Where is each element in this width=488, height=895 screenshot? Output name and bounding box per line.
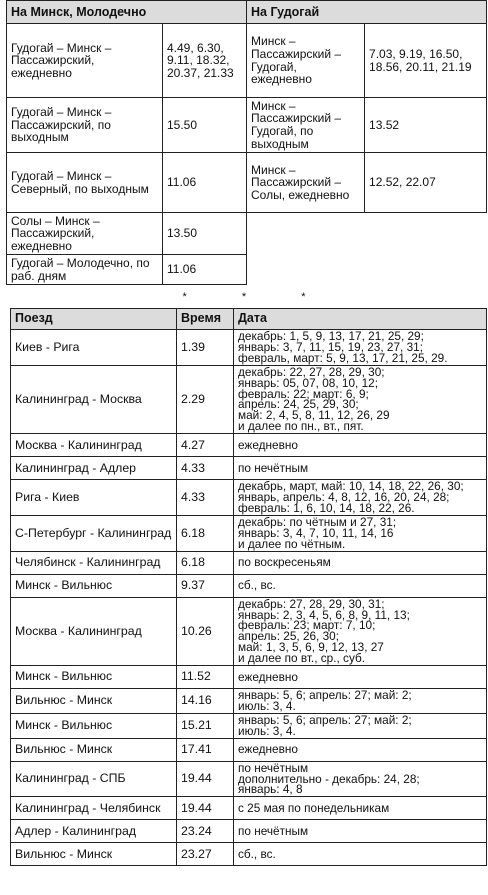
departure-time: 9.37: [177, 574, 234, 597]
section-separator: * * *: [182, 291, 332, 303]
train-name: Минск - Вильнюс: [11, 713, 177, 738]
service-dates: сб., вс.: [234, 574, 487, 597]
train-name: Минск – Пассажирский – Гудогай, ежедневно: [247, 24, 365, 98]
train-name: Калининград - Москва: [11, 365, 177, 433]
departure-time: 23.24: [177, 820, 234, 843]
train-name: Минск – Пассажирский – Солы, ежедневно: [247, 153, 365, 213]
service-dates: по воскресеньям: [234, 551, 487, 574]
train-name: Гудогай – Минск – Северный, по выходным: [7, 153, 163, 213]
train-name: Гудогай – Минск – Пассажирский, ежедневно: [7, 24, 163, 98]
table-row: [11, 597, 487, 665]
table-row: [11, 713, 487, 738]
departure-time: 19.44: [177, 797, 234, 820]
train-name: Калининград - Челябинск: [11, 797, 177, 820]
train-name: Калининград - Адлер: [11, 457, 177, 480]
table-row: [7, 24, 487, 98]
long-distance-header-row: [11, 309, 487, 330]
train-name: Вильнюс - Минск: [11, 689, 177, 714]
departure-times: 12.52, 22.07: [365, 153, 487, 213]
table-row: [11, 330, 487, 366]
service-dates: ежедневно: [234, 666, 487, 689]
departure-time: 23.27: [177, 843, 234, 866]
table-row: [7, 153, 487, 213]
table-row: [11, 666, 487, 689]
departure-time: 2.29: [177, 365, 234, 433]
departure-time: 15.21: [177, 713, 234, 738]
table-row: [11, 689, 487, 714]
service-dates: по нечётным дополнительно - декабрь: 24, 28; январь: 4, 8: [234, 761, 487, 797]
service-dates: по нечётным: [234, 457, 487, 480]
train-name: Минск - Вильнюс: [11, 574, 177, 597]
service-dates: ежедневно: [234, 434, 487, 457]
departure-time: 1.39: [177, 330, 234, 366]
train-name: Вильнюс - Минск: [11, 843, 177, 866]
table-row: [11, 515, 487, 551]
train-name: Солы – Минск – Пассажирский, ежедневно: [7, 213, 163, 255]
departure-times: 15.50: [163, 98, 247, 153]
departure-time: 19.44: [177, 761, 234, 797]
table-row: [11, 574, 487, 597]
table-row: [11, 434, 487, 457]
table-row: [11, 551, 487, 574]
suburban-header-row: [7, 1, 487, 24]
service-dates: декабрь: 22, 27, 28, 29, 30; январь: 05, 07, 08, 10, 12; февраль: 22; март: 6, 9; апрель: 24, 25, 29, 30; май: 2, 4, 5, 8, 11, 12, 26, 29 и далее по пн., вт., пят.: [234, 365, 487, 433]
departure-time: 4.33: [177, 457, 234, 480]
train-name: Киев - Рига: [11, 330, 177, 366]
service-dates: декабрь: 27, 28, 29, 30, 31; январь: 2, 3, 4, 5, 6, 8, 9, 11, 13; февраль: 23; март: 7, 10; апрель: 25, 26, 30; май: 1, 3, 5, 6, 9, 12, 13, 27 и далее по вт., ср., суб.: [234, 597, 487, 665]
service-dates: декабрь, март, май: 10, 14, 18, 22, 26, 30; январь, апрель: 4, 8, 12, 16, 20, 24, 28; февраль: 1, 6, 10, 14, 18, 22, 26.: [234, 480, 487, 516]
train-name: Вильнюс - Минск: [11, 738, 177, 761]
empty-cell: [247, 213, 487, 285]
header-to-minsk: На Минск, Молодечно: [7, 1, 247, 24]
train-name: Минск – Пассажирский – Гудогай, по выходным: [247, 98, 365, 153]
departure-time: 10.26: [177, 597, 234, 665]
departure-times: 13.50: [163, 213, 247, 255]
table-row: [7, 98, 487, 153]
departure-times: 11.06: [163, 255, 247, 285]
table-row: [11, 761, 487, 797]
departure-times: 11.06: [163, 153, 247, 213]
departure-time: 14.16: [177, 689, 234, 714]
train-name: Москва - Калининград: [11, 597, 177, 665]
header-time: Время: [177, 309, 234, 330]
train-name: Челябинск - Калининград: [11, 551, 177, 574]
service-dates: январь: 5, 6; апрель: 27; май: 2; июль: 3, 4.: [234, 713, 487, 738]
departure-times: 13.52: [365, 98, 487, 153]
service-dates: ежедневно: [234, 738, 487, 761]
table-row: [11, 843, 487, 866]
departure-time: 6.18: [177, 551, 234, 574]
train-name: Адлер - Калининград: [11, 820, 177, 843]
departure-time: 4.33: [177, 480, 234, 516]
table-row: [11, 480, 487, 516]
service-dates: сб., вс.: [234, 843, 487, 866]
departure-times: 7.03, 9.19, 16.50, 18.56, 20.11, 21.19: [365, 24, 487, 98]
table-row: [11, 365, 487, 433]
train-name: Минск - Вильнюс: [11, 666, 177, 689]
departure-time: 17.41: [177, 738, 234, 761]
header-date: Дата: [234, 309, 487, 330]
table-row: [11, 457, 487, 480]
table-row: [11, 738, 487, 761]
train-name: Гудогай – Молодечно, по раб. дням: [7, 255, 163, 285]
suburban-timetable: [6, 0, 487, 285]
service-dates: по нечётным: [234, 820, 487, 843]
train-name: Гудогай – Минск – Пассажирский, по выходным: [7, 98, 163, 153]
service-dates: январь: 5, 6; апрель: 27; май: 2; июль: 3, 4.: [234, 689, 487, 714]
departure-time: 11.52: [177, 666, 234, 689]
service-dates: декабрь: по чётным и 27, 31; январь: 3, 4, 7, 10, 11, 14, 16 и далее по чётным.: [234, 515, 487, 551]
departure-times: 4.49, 6.30, 9.11, 18.32, 20.37, 21.33: [163, 24, 247, 98]
departure-time: 4.27: [177, 434, 234, 457]
long-distance-timetable: [10, 308, 487, 866]
train-name: Рига - Киев: [11, 480, 177, 516]
service-dates: декабрь: 1, 5, 9, 13, 17, 21, 25, 29; январь: 3, 7, 11, 15, 19, 23, 27, 31; февраль, март: 5, 9, 13, 17, 21, 25, 29.: [234, 330, 487, 366]
table-row: [11, 797, 487, 820]
departure-time: 6.18: [177, 515, 234, 551]
train-name: Калининград - СПБ: [11, 761, 177, 797]
train-name: Москва - Калининград: [11, 434, 177, 457]
service-dates: с 25 мая по понедельникам: [234, 797, 487, 820]
header-train: Поезд: [11, 309, 177, 330]
train-name: С-Петербург - Калининград: [11, 515, 177, 551]
header-to-gudogai: На Гудогай: [247, 1, 487, 24]
table-row: [11, 820, 487, 843]
table-row: [7, 213, 487, 255]
